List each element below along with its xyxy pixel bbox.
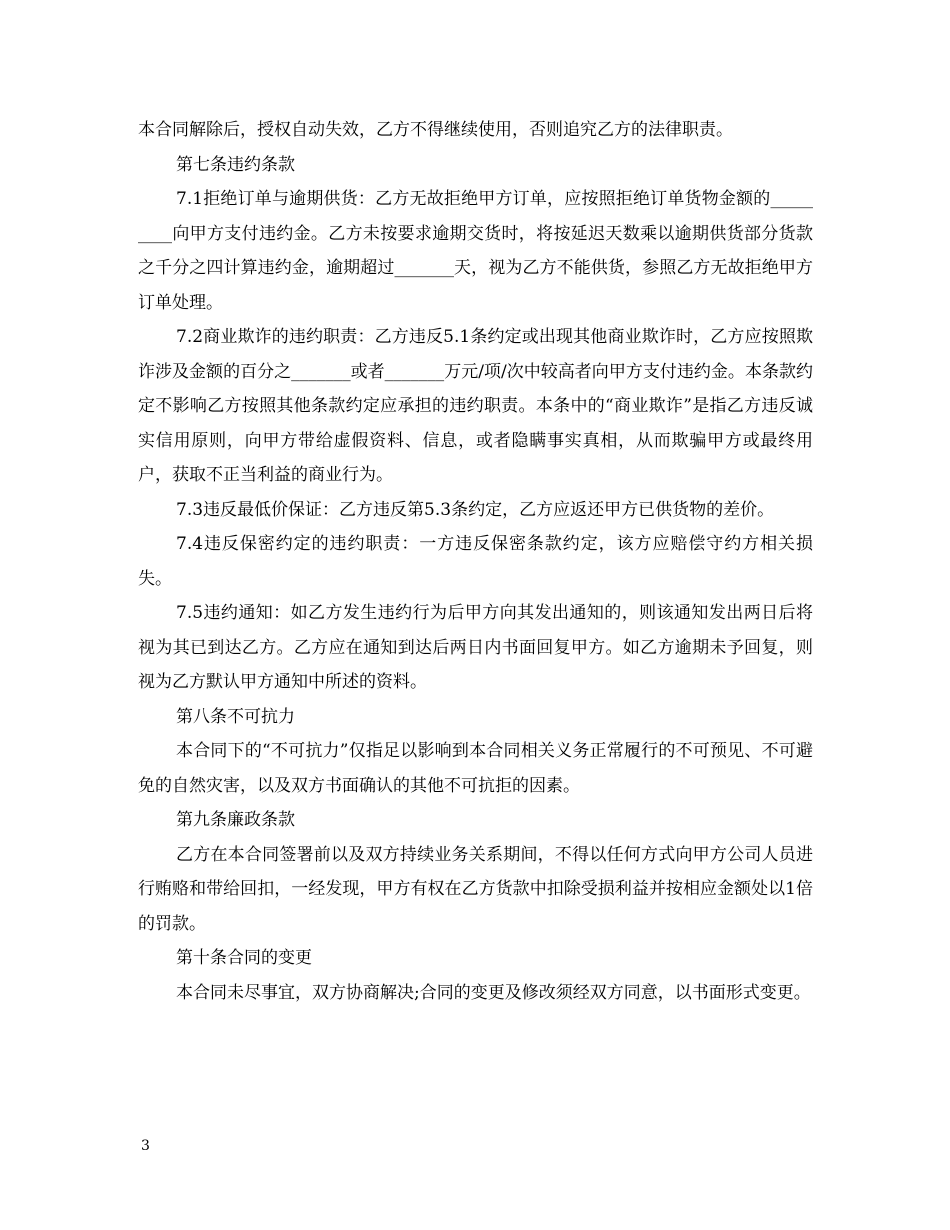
heading-article-7: 第七条违约条款	[176, 154, 295, 175]
heading-article-10: 第十条合同的变更	[176, 948, 312, 968]
heading-article-9: 第九条廉政条款	[176, 810, 295, 830]
paragraph-7-2: 7.2商业欺诈的违约职责：乙方违反5.1条约定或出现其他商业欺诈时，乙方应按照欺诈涉及金额的百分之_______或者_______万元/项/次中较高者向甲方支付违约金。本条款约定不影响乙方按照其他条款约定应承担的违约职责。本条中的“商业欺诈”是指乙方违反诚实信用原则，向甲方带给虚假资料、信息，或者隐瞒事实真相，从而欺骗甲方或最终用户，获取不正当利益的商业行为。	[138, 327, 813, 485]
paragraph-termination-effect: 本合同解除后，授权自动失效，乙方不得继续使用，否则追究乙方的法律职责。	[138, 120, 733, 140]
paragraph-force-majeure: 本合同下的“不可抗力”仅指足以影响到本合同相关义务正常履行的不可预见、不可避免的自然灾害，以及双方书面确认的其他不可抗拒的因素。	[138, 741, 813, 796]
paragraph-7-4: 7.4违反保密约定的违约职责：一方违反保密条款约定，该方应赔偿守约方相关损失。	[138, 534, 813, 589]
contract-body	[138, 113, 813, 1010]
page-number: 3	[141, 1138, 150, 1154]
paragraph-7-1: 7.1拒绝订单与逾期供货：乙方无故拒绝甲方订单，应按照拒绝订单货物金额的_________向甲方支付违约金。乙方未按要求逾期交货时，将按延迟天数乘以逾期供货部分货款之千分之四计算违约金，逾期超过_______天，视为乙方不能供货，参照乙方无故拒绝甲方订单处理。	[138, 189, 813, 313]
paragraph-7-3: 7.3违反最低价保证：乙方违反第5.3条约定，乙方应返还甲方已供货物的差价。	[176, 499, 775, 520]
paragraph-integrity: 乙方在本合同签署前以及双方持续业务关系期间，不得以任何方式向甲方公司人员进行贿赂和带给回扣，一经发现，甲方有权在乙方货款中扣除受损利益并按相应金额处以1倍的罚款。	[138, 844, 813, 934]
paragraph-amendment: 本合同未尽事宜，双方协商解决;合同的变更及修改须经双方同意，以书面形式变更。	[176, 982, 811, 1003]
paragraph-7-5: 7.5违约通知：如乙方发生违约行为后甲方向其发出通知的，则该通知发出两日后将视为其已到达乙方。乙方应在通知到达后两日内书面回复甲方。如乙方逾期未予回复，则视为乙方默认甲方通知中所述的资料。	[138, 603, 813, 692]
heading-article-8: 第八条不可抗力	[176, 706, 295, 727]
